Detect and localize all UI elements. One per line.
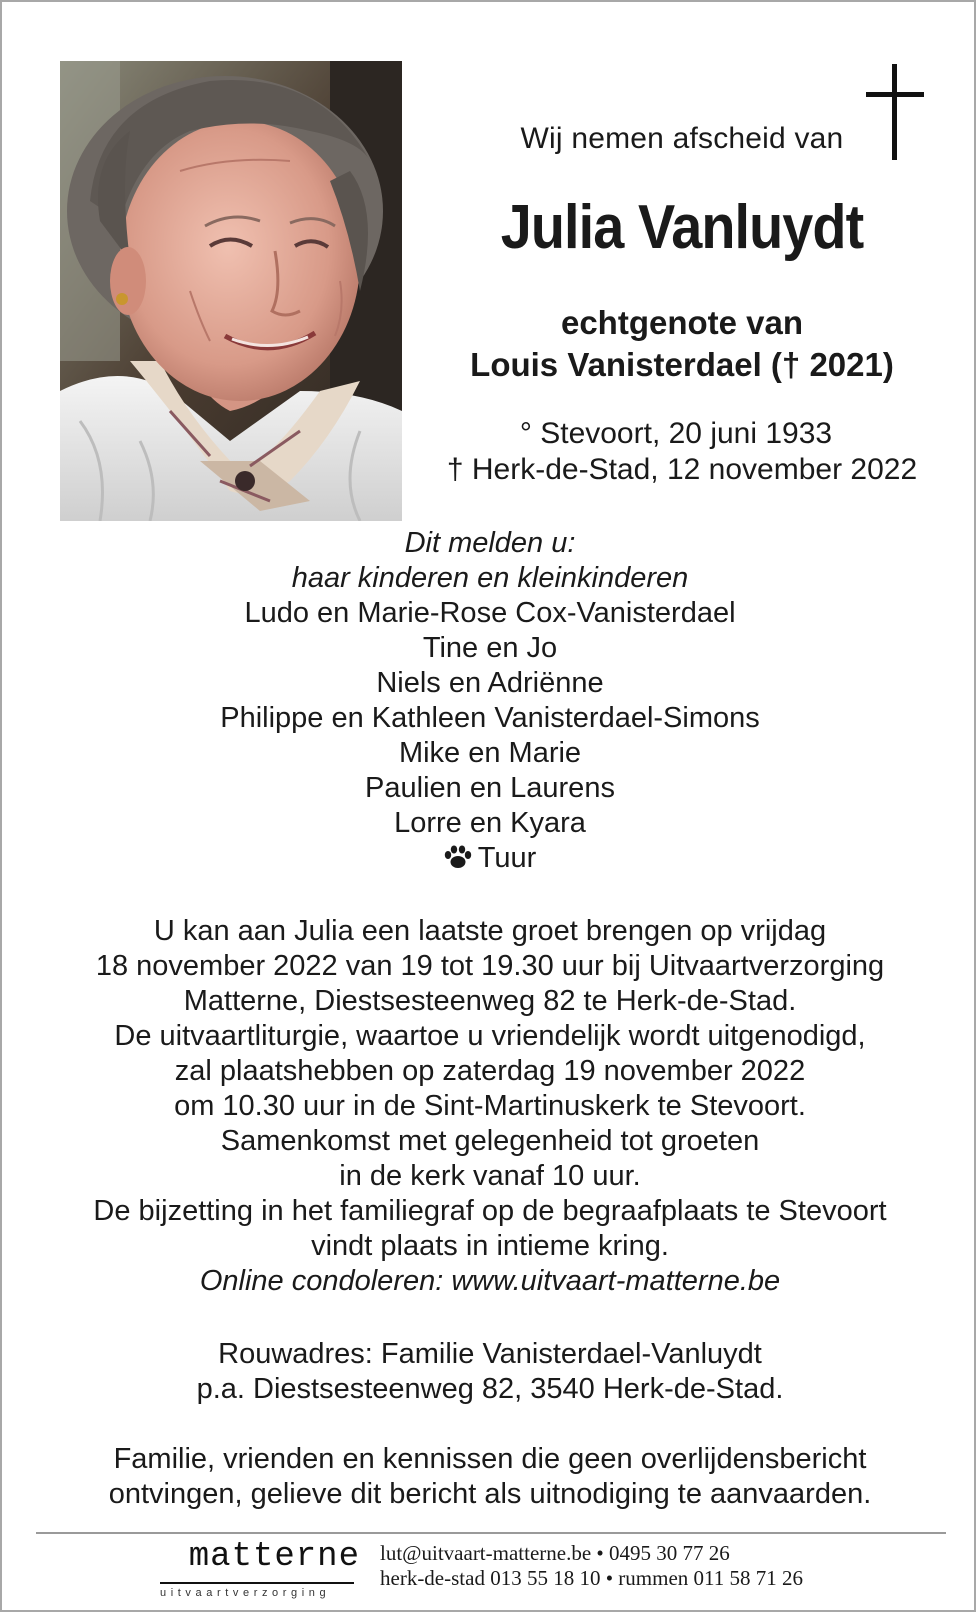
details-line: zal plaatshebben op zaterdag 19 november 2022 bbox=[174, 1055, 806, 1087]
details-line: om 10.30 uur in de Sint-Martinuskerk te Stevoort. bbox=[174, 1090, 806, 1122]
footer-divider bbox=[36, 1532, 946, 1534]
details-line: De uitvaartliturgie, waartoe u vriendelijk wordt uitgenodigd, bbox=[114, 1020, 866, 1052]
details-line: in de kerk vanaf 10 uur. bbox=[339, 1160, 641, 1192]
logo-subtitle: uitvaartverzorging bbox=[160, 1587, 331, 1599]
logo-wordmark: matterne bbox=[188, 1538, 360, 1576]
pet-name: Tuur bbox=[477, 842, 537, 874]
details-line: U kan aan Julia een laatste groet brengen op vrijdag bbox=[153, 915, 827, 947]
birth-date: ° Stevoort, 20 juni 1933 bbox=[519, 417, 833, 450]
details-line: De bijzetting in het familiegraf op de begraafplaats te Stevoort bbox=[93, 1195, 887, 1227]
relative-item: Niels en Adriënne bbox=[376, 667, 604, 699]
details-line: vindt plaats in intieme kring. bbox=[311, 1230, 669, 1262]
matterne-logo bbox=[160, 1538, 360, 1600]
announcement-intro: Dit melden u: bbox=[404, 527, 576, 559]
details-line: 18 november 2022 van 19 tot 19.30 uur bij Uitvaartverzorging bbox=[95, 950, 885, 982]
life-dates bbox=[422, 416, 942, 488]
relative-item: Ludo en Marie-Rose Cox-Vanisterdael bbox=[244, 597, 736, 629]
invite-line: ontvingen, gelieve dit bericht als uitnodiging te aanvaarden. bbox=[108, 1478, 872, 1510]
contact-line-1[interactable]: lut@uitvaart-matterne.be • 0495 30 77 26 bbox=[380, 1541, 730, 1565]
logo-rule bbox=[160, 1582, 354, 1584]
footer-contact bbox=[380, 1541, 803, 1591]
relatives-list bbox=[2, 526, 976, 876]
deceased-name: Julia Vanluydt bbox=[500, 193, 864, 262]
relative-item: Paulien en Laurens bbox=[365, 772, 615, 804]
pet-item bbox=[2, 841, 976, 876]
mourning-address bbox=[2, 1337, 976, 1407]
invite-line: Familie, vrienden en kennissen die geen overlijdensbericht bbox=[113, 1443, 867, 1475]
spouse-line-1: echtgenote van bbox=[560, 304, 804, 341]
invitation-note bbox=[2, 1442, 976, 1512]
relative-item: Philippe en Kathleen Vanisterdael-Simons bbox=[220, 702, 760, 734]
address-line: p.a. Diestsesteenweg 82, 3540 Herk-de-Stad. bbox=[196, 1373, 784, 1405]
relative-item: Tine en Jo bbox=[422, 632, 558, 664]
contact-line-2: herk-de-stad 013 55 18 10 • rummen 011 58 71 26 bbox=[380, 1566, 804, 1590]
online-condolence-link[interactable]: Online condoleren: www.uitvaart-matterne.be bbox=[199, 1265, 781, 1297]
announcement-subtitle: haar kinderen en kleinkinderen bbox=[291, 562, 689, 594]
ceremony-details bbox=[2, 914, 976, 1299]
spouse-info bbox=[422, 302, 942, 386]
details-line: Matterne, Diestsesteenweg 82 te Herk-de-Stad. bbox=[183, 985, 797, 1017]
relative-item: Lorre en Kyara bbox=[394, 807, 586, 839]
address-line: Rouwadres: Familie Vanisterdael-Vanluydt bbox=[218, 1338, 762, 1370]
death-date: † Herk-de-Stad, 12 november 2022 bbox=[446, 453, 918, 486]
relative-item: Mike en Marie bbox=[398, 737, 582, 769]
spouse-line-2: Louis Vanisterdael († 2021) bbox=[470, 346, 894, 383]
paw-icon bbox=[444, 845, 472, 869]
portrait-photo bbox=[60, 61, 402, 521]
details-line: Samenkomst met gelegenheid tot groeten bbox=[220, 1125, 760, 1157]
intro-text: Wij nemen afscheid van bbox=[520, 122, 844, 155]
